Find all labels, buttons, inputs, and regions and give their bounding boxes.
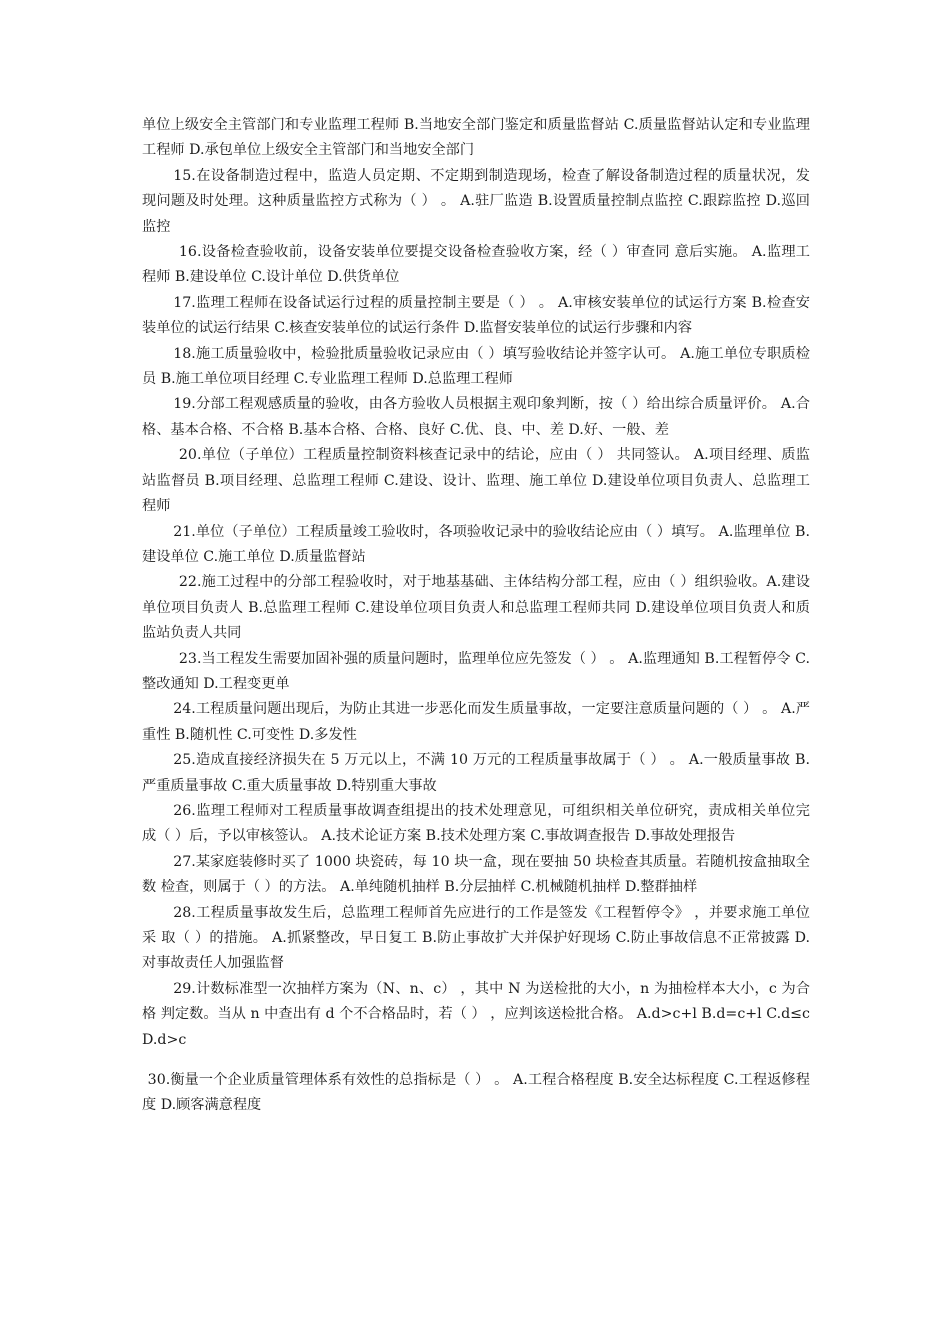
question-29: 29.计数标准型一次抽样方案为（N、n、c） ，其中 N 为送检批的大小，n 为抽检样本大小，c 为合格 判定数。当从 n 中查出有 d 个不合格品时，若（ ） ，应判该送检批合格。 A.d>c+l B.d=c+l C.d≤c D.d>c	[142, 980, 810, 1048]
question-26: 26.监理工程师对工程质量事故调查组提出的技术处理意见，可组织相关单位研究，责成相关单位完 成（ ）后，予以审核签认。 A.技术论证方案 B.技术处理方案 C.事故调查报告 D.事故处理报告	[142, 802, 810, 845]
question-16: 16.设备检查验收前，设备安装单位要提交设备检查验收方案，经（ ）审查同 意后实施。 A.监理工程师 B.建设单位 C.设计单位 D.供货单位	[142, 244, 810, 286]
question-15: 15.在设备制造过程中，监造人员定期、不定期到制造现场，检查了解设备制造过程的质量状况，发 现问题及时处理。这种质量监控方式称为（ ） 。 A.驻厂监造 B.设置质量控制点监控 C.跟踪监控 D.巡回监控	[142, 167, 810, 235]
question-21: 21.单位（子单位）工程质量竣工验收时，各项验收记录中的验收结论应由（ ）填写。 A.监理单位 B.建设单位 C.施工单位 D.质量监督站	[142, 523, 810, 565]
document-page	[142, 113, 810, 1119]
question-19: 19.分部工程观感质量的验收，由各方验收人员根据主观印象判断，按（ ）给出综合质量评价。 A.合格、基本合格、不合格 B.基本合格、合格、良好 C.优、良、中、差 D.好、一般、差	[142, 396, 810, 438]
question-18: 18.施工质量验收中，检验批质量验收记录应由（ ）填写验收结论并签字认可。 A.施工单位专职质检员 B.施工单位项目经理 C.专业监理工程师 D.总监理工程师	[142, 345, 810, 388]
question-27: 27.某家庭装修时买了 1000 块瓷砖，每 10 块一盒，现在要抽 50 块检查其质量。若随机按盒抽取全数 检查，则属于（ ）的方法。 A.单纯随机抽样 B.分层抽样 C.机械随机抽样 D.整群抽样	[142, 853, 810, 896]
question-30: 30.衡量一个企业质量管理体系有效性的总指标是（ ） 。 A.工程合格程度 B.安全达标程度 C.工程返修程度 D.顾客满意程度	[142, 1072, 810, 1114]
question-17: 17.监理工程师在设备试运行过程的质量控制主要是（ ） 。 A.审核安装单位的试运行方案 B.检查安装单位的试运行结果 C.核查安装单位的试运行条件 D.监督安装单位的试运行步骤和内容	[142, 294, 810, 337]
question-24: 24.工程质量问题出现后，为防止其进一步恶化而发生质量事故，一定要注意质量问题的（ ） 。 A.严重性 B.随机性 C.可变性 D.多发性	[142, 701, 810, 743]
question-22: 22.施工过程中的分部工程验收时，对于地基基础、主体结构分部工程，应由（ ）组织验收。A.建设单位项目负责人 B.总监理工程师 C.建设单位项目负责人和总监理工程师共同 D.建设单位项目负责人和质监站负责人共同	[142, 574, 810, 642]
paragraph-continuation: 单位上级安全主管部门和专业监理工程师 B.当地安全部门鉴定和质量监督站 C.质量监督站认定和专业监理工程师 D.承包单位上级安全主管部门和当地安全部门	[142, 117, 810, 159]
question-25: 25.造成直接经济损失在 5 万元以上，不满 10 万元的工程质量事故属于（ ） 。 A.一般质量事故 B.严重质量事故 C.重大质量事故 D.特别重大事故	[142, 752, 810, 794]
question-28: 28.工程质量事故发生后，总监理工程师首先应进行的工作是签发《工程暂停令》 ，并要求施工单位采 取（ ）的措施。 A.抓紧整改，早日复工 B.防止事故扩大并保护好现场 C.防止事故信息不正常披露 D.对事故责任人加强监督	[142, 904, 810, 972]
question-20: 20.单位（子单位）工程质量控制资料核查记录中的结论，应由（ ） 共同签认。 A.项目经理、质监站监督员 B.项目经理、总监理工程师 C.建设、设计、监理、施工单位 D.建设单位项目负责人、总监理工程师	[142, 447, 810, 515]
question-23: 23.当工程发生需要加固补强的质量问题时，监理单位应先签发（ ） 。 A.监理通知 B.工程暂停令 C.整改通知 D.工程变更单	[142, 650, 810, 692]
